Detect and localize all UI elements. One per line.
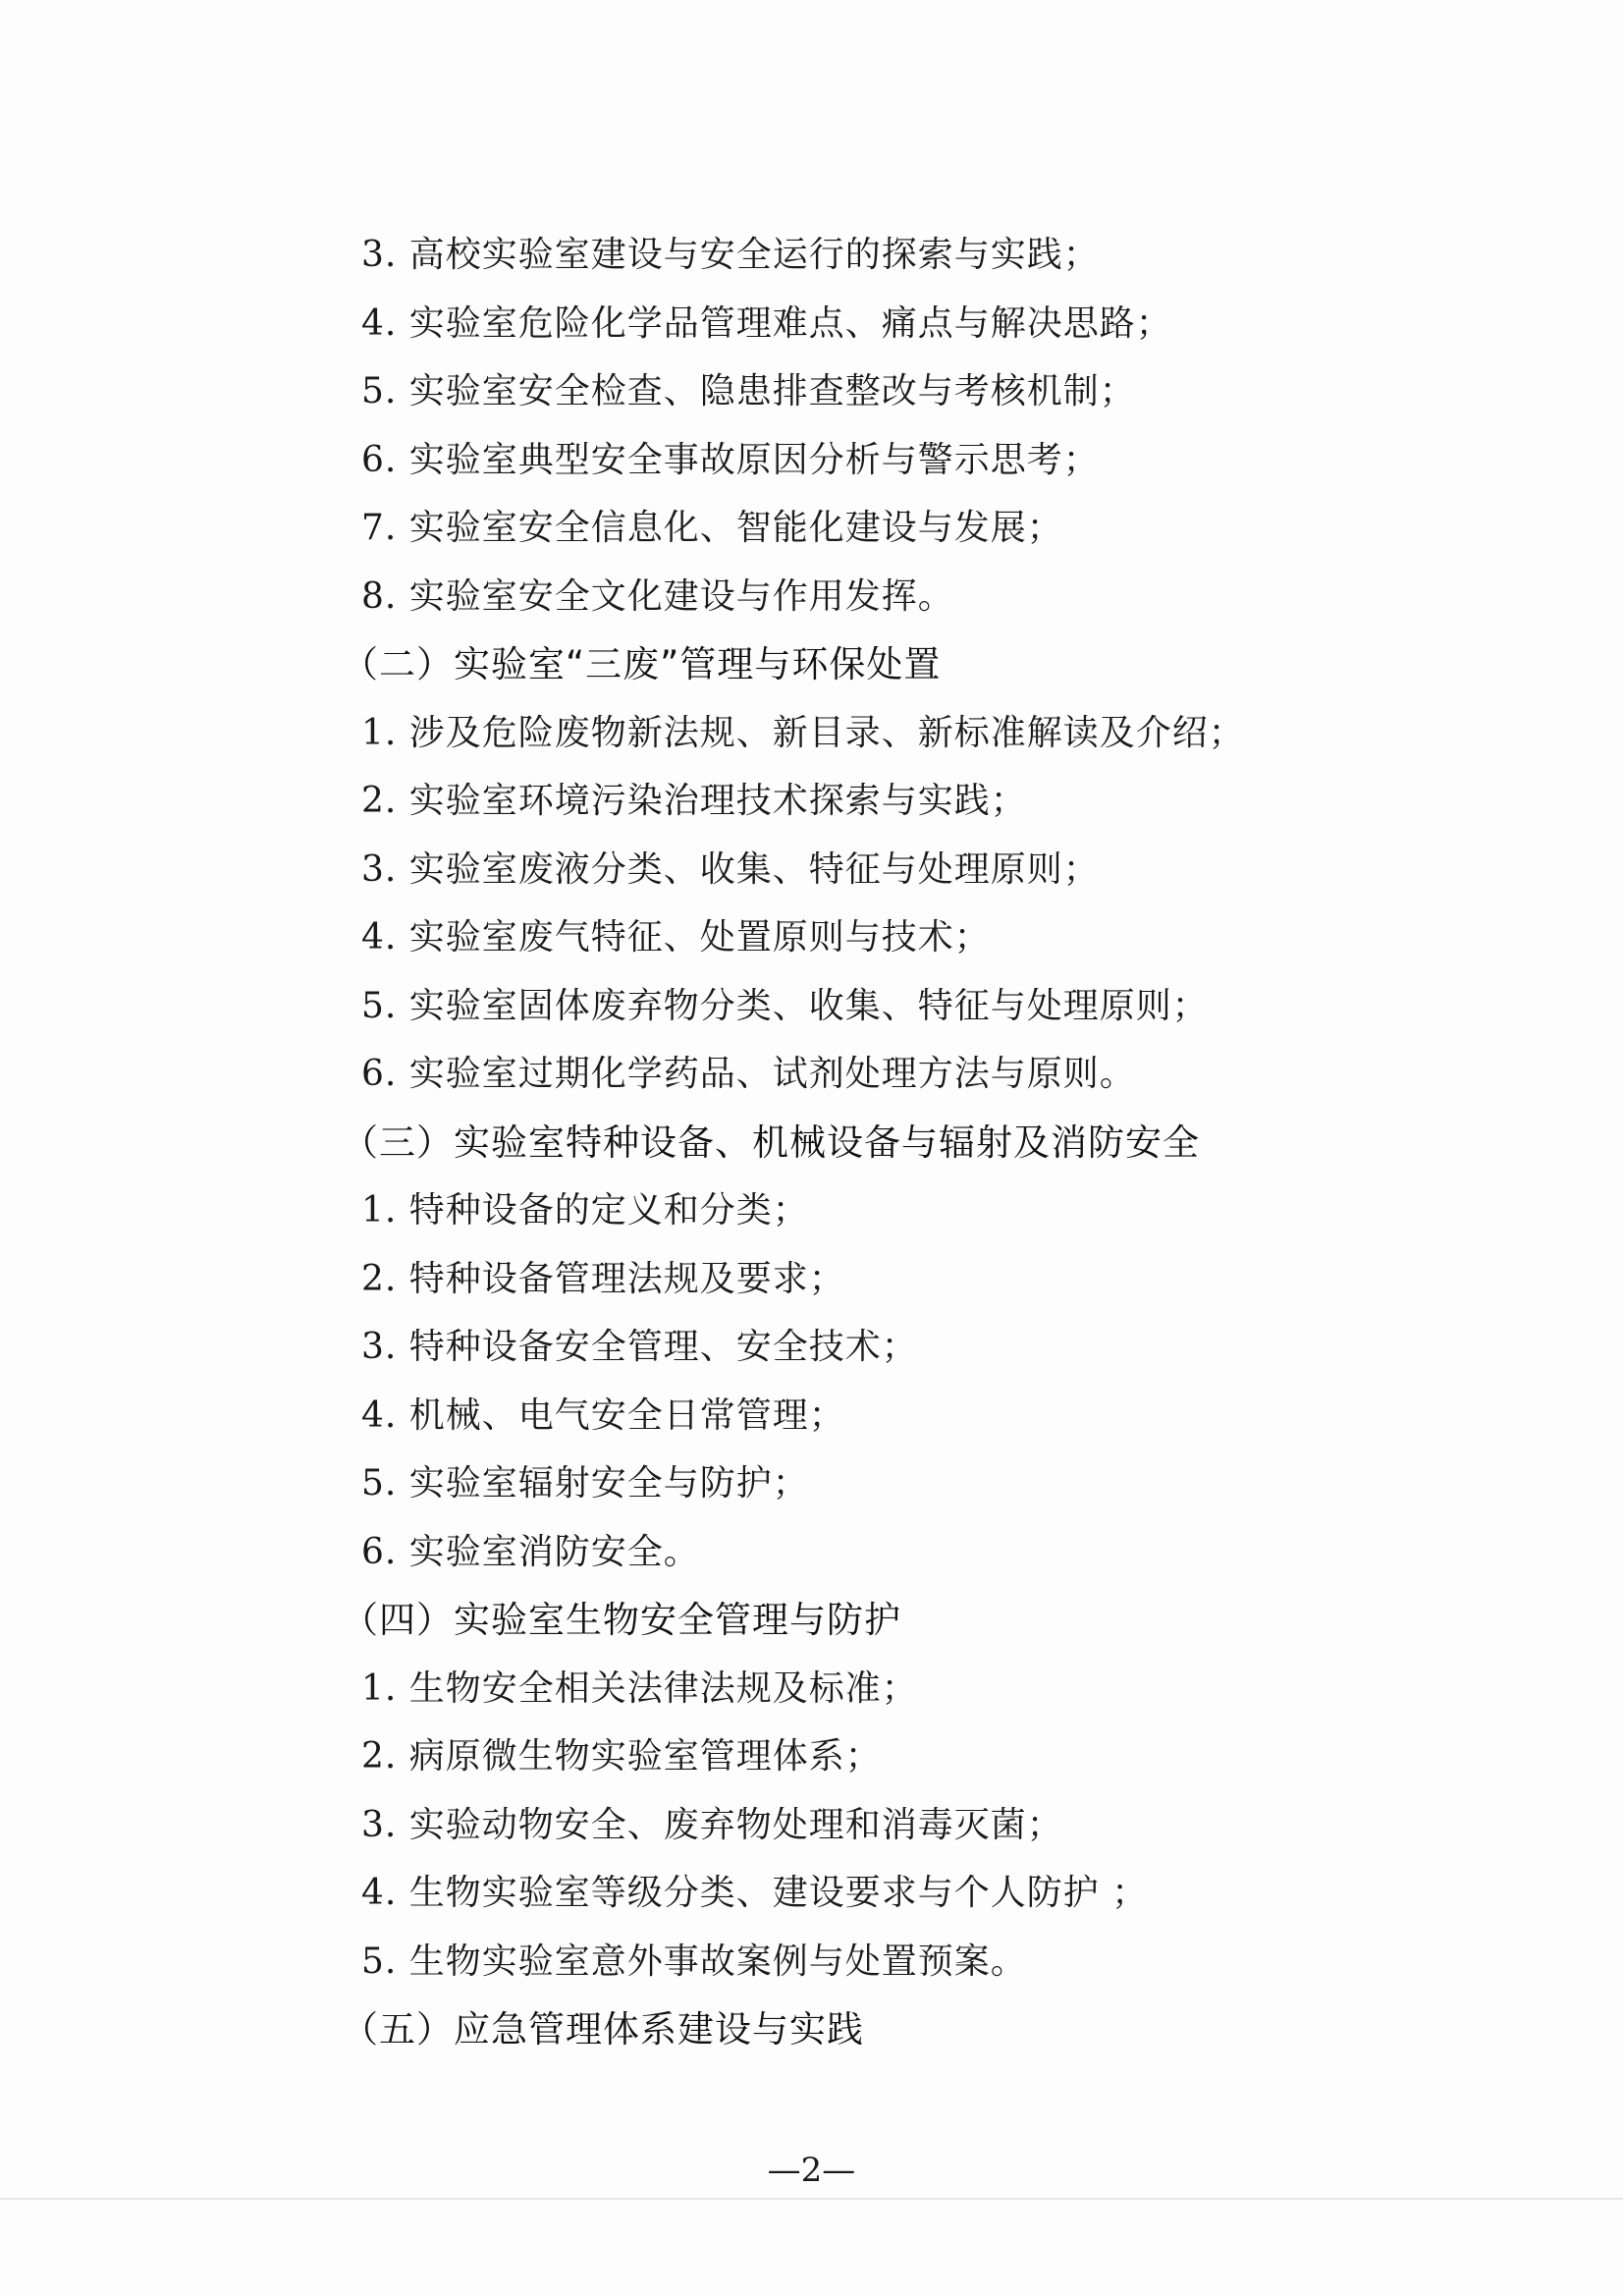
list-item: 8. 实验室安全文化建设与作用发挥。 <box>361 575 954 617</box>
list-item: 4. 生物实验室等级分类、建设要求与个人防护 ； <box>361 1873 1149 1913</box>
list-item: 1. 生物安全相关法律法规及标准； <box>361 1667 918 1709</box>
list-item: 5. 实验室固体废弃物分类、收集、特征与处理原则； <box>361 985 1209 1026</box>
section-heading: （四）实验室生物安全管理与防护 <box>342 1599 901 1641</box>
list-item: 3. 高校实验室建设与安全运行的探索与实践； <box>361 235 1100 275</box>
list-item: 2. 病原微生物实验室管理体系； <box>361 1736 882 1777</box>
page-number: —2— <box>767 2151 856 2190</box>
list-item: 2. 特种设备管理法规及要求； <box>361 1258 845 1299</box>
document-body <box>342 221 1324 2064</box>
scan-line <box>0 2198 1623 2200</box>
section-heading: （三）实验室特种设备、机械设备与辐射及消防安全 <box>342 1121 1200 1164</box>
list-item: 3. 特种设备安全管理、安全技术； <box>361 1327 918 1367</box>
list-item: 2. 实验室环境污染治理技术探索与实践； <box>361 781 1027 821</box>
list-item: 5. 实验室辐射安全与防护； <box>361 1463 809 1503</box>
list-item: 6. 实验室典型安全事故原因分析与警示思考； <box>361 439 1100 480</box>
list-item: 4. 实验室废气特征、处置原则与技术； <box>361 917 991 957</box>
list-item: 6. 实验室过期化学药品、试剂处理方法与原则。 <box>361 1054 1136 1094</box>
list-item: 5. 生物实验室意外事故案例与处置预案。 <box>361 1941 1027 1982</box>
list-item: 6. 实验室消防安全。 <box>361 1531 700 1572</box>
list-item: 4. 实验室危险化学品管理难点、痛点与解决思路； <box>361 302 1172 344</box>
list-item: 5. 实验室安全检查、隐患排查整改与考核机制； <box>361 371 1136 411</box>
list-item: 1. 涉及危险废物新法规、新目录、新标准解读及介绍； <box>361 712 1245 753</box>
list-item: 3. 实验室废液分类、收集、特征与处理原则； <box>361 848 1100 890</box>
list-item: 4. 机械、电气安全日常管理； <box>361 1394 845 1436</box>
list-item: 7. 实验室安全信息化、智能化建设与发展； <box>361 508 1063 548</box>
section-heading: （五）应急管理体系建设与实践 <box>342 2008 864 2050</box>
section-heading: （二）实验室“三废”管理与环保处置 <box>342 643 942 685</box>
list-item: 3. 实验动物安全、废弃物处理和消毒灭菌； <box>361 1804 1063 1845</box>
list-item: 1. 特种设备的定义和分类； <box>361 1190 809 1230</box>
